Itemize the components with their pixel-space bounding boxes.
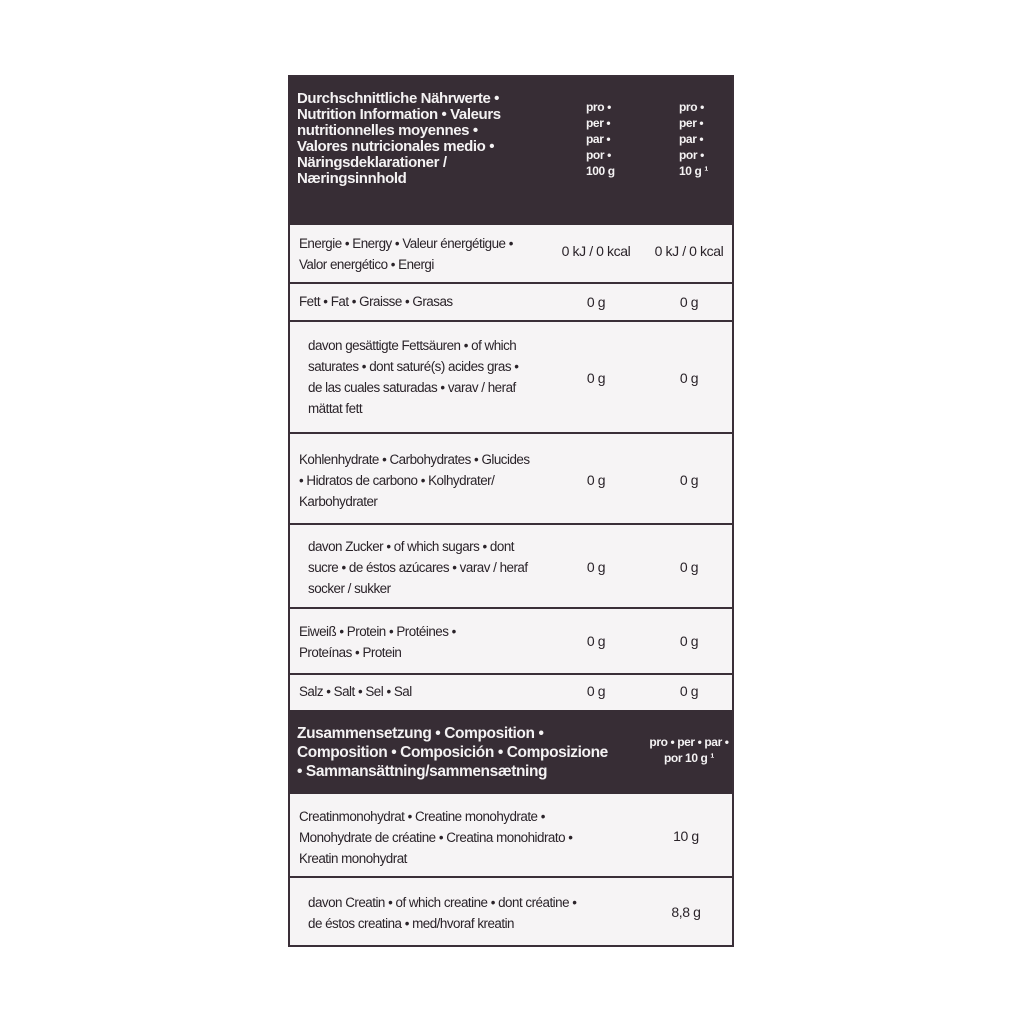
nutrition-row-salt xyxy=(290,675,732,710)
composition-row-creatine-monohydrate xyxy=(290,794,732,878)
row-label: Creatinmonohydrat • Creatine monohydrate • Monohydrate de créatine • Creatina monohidrato • Kreatin monohydrat xyxy=(299,809,573,866)
row-label: Eiweiß • Protein • Protéines • Proteínas • Protein xyxy=(299,624,456,660)
per-10g-header: pro • per • par • por • 10 g ¹ xyxy=(679,100,708,178)
row-value-100g: 0 kJ / 0 kcal xyxy=(561,243,631,259)
row-label: Salz • Salt • Sel • Sal xyxy=(299,684,412,699)
row-value-10g: 0 g xyxy=(679,633,699,649)
row-label: davon Creatin • of which creatine • dont créatine • de éstos creatina • med/hvoraf kreatin xyxy=(308,895,577,931)
row-value-10g: 8,8 g xyxy=(671,904,701,920)
composition-row-creatine xyxy=(290,878,732,945)
nutrition-row-energy xyxy=(290,225,732,284)
row-label: Kohlenhydrate • Carbohydrates • Glucides • Hidratos de carbono • Kolhydrater/ Karbohydrater xyxy=(299,452,530,509)
composition-header xyxy=(290,710,732,794)
nutrition-row-saturates xyxy=(290,322,732,434)
row-value-100g: 0 g xyxy=(586,559,606,575)
row-value-10g: 10 g xyxy=(673,828,699,844)
nutrition-row-protein xyxy=(290,609,732,675)
row-value-10g: 0 g xyxy=(679,683,699,699)
per-10g-composition-header: pro • per • par • por 10 g ¹ xyxy=(649,735,729,765)
row-value-100g: 0 g xyxy=(586,633,606,649)
nutrition-row-carbohydrates xyxy=(290,434,732,525)
row-value-100g: 0 g xyxy=(586,294,606,310)
row-value-10g: 0 g xyxy=(679,472,699,488)
nutrition-row-sugars xyxy=(290,525,732,609)
row-value-100g: 0 g xyxy=(586,472,606,488)
row-value-10g: 0 g xyxy=(679,294,699,310)
row-value-10g: 0 g xyxy=(679,559,699,575)
nutrition-label xyxy=(288,75,734,947)
row-label: davon Zucker • of which sugars • dont sucre • de éstos azúcares • varav / heraf socker / sukker xyxy=(308,539,528,596)
row-label: Energie • Energy • Valeur énergétigue • Valor energético • Energi xyxy=(299,236,513,272)
composition-header-title: Zusammensetzung • Composition • Composition • Composición • Composizione • Sammansättning/sammensætning xyxy=(297,725,608,780)
row-value-100g: 0 g xyxy=(586,683,606,699)
row-value-100g: 0 g xyxy=(586,370,606,386)
nutrition-header-title: Durchschnittliche Nährwerte • Nutrition Information • Valeurs nutritionnelles moyennes • Valores nutricionales medio • Näringsdeklarationer / Næringsinnhold xyxy=(297,90,501,187)
nutrition-header xyxy=(290,77,732,225)
row-value-10g: 0 kJ / 0 kcal xyxy=(654,243,724,259)
row-label: Fett • Fat • Graisse • Grasas xyxy=(299,294,453,309)
row-label: davon gesättigte Fettsäuren • of which saturates • dont saturé(s) acides gras • de las cuales saturadas • varav / heraf mättat fett xyxy=(308,338,519,416)
per-100g-header: pro • per • par • por • 100 g xyxy=(586,100,615,178)
nutrition-row-fat xyxy=(290,284,732,322)
row-value-10g: 0 g xyxy=(679,370,699,386)
